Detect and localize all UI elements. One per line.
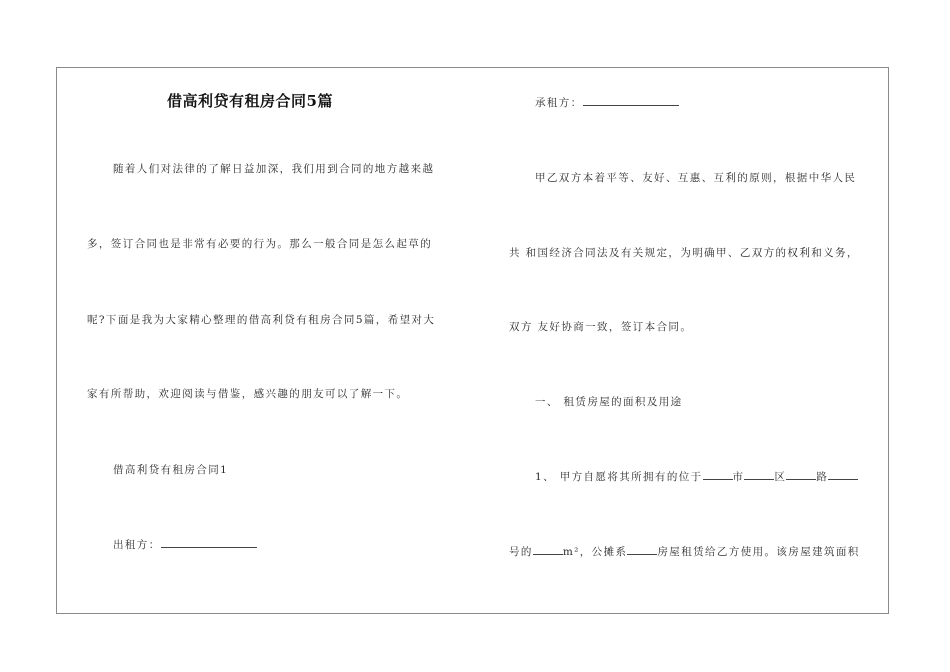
lessee-label: 承租方： <box>535 97 583 109</box>
number-blank <box>828 469 858 480</box>
document-page <box>56 67 889 614</box>
intro-line-2: 多，签订合同也是非常有必要的行为。那么一般合同是怎么起草的 <box>87 238 433 250</box>
clause-1-prefix: 1、 甲方自愿将其所拥有的位于 <box>535 471 703 483</box>
shared-blank <box>627 544 657 555</box>
intro-line-1: 随着人们对法律的了解日益加深，我们用到合同的地方越来越 <box>113 163 435 175</box>
preamble-line-1: 甲乙双方本着平等、友好、互惠、互利的原则，根据中华人民 <box>535 172 857 184</box>
city-label: 市 <box>732 471 745 483</box>
clause-1-line2-end: 房屋租赁给乙方使用。该房屋建筑面积 <box>657 546 860 558</box>
contract-heading: 借高利贷有租房合同1 <box>113 464 229 476</box>
preamble-line-2: 共 和国经济合同法及有关规定，为明确甲、乙双方的权利和义务， <box>509 247 859 259</box>
lessee-line <box>535 95 679 110</box>
district-blank <box>744 469 774 480</box>
lessee-blank <box>583 95 679 106</box>
district-label: 区 <box>774 471 787 483</box>
area-unit: m²，公摊系 <box>562 546 628 558</box>
clause-1-line-2 <box>509 544 860 559</box>
clause-1-line2-start: 号的 <box>509 546 533 558</box>
area-blank <box>533 544 563 555</box>
city-blank <box>703 469 733 480</box>
section-one-heading: 一、 租赁房屋的面积及用途 <box>535 396 683 408</box>
road-label: 路 <box>816 471 829 483</box>
lessor-label: 出租方： <box>113 539 161 551</box>
preamble-line-3: 双方 友好协商一致，签订本合同。 <box>509 321 693 333</box>
document-title: 借高利贷有租房合同5篇 <box>167 92 333 110</box>
intro-line-4: 家有所帮助，欢迎阅读与借鉴，感兴趣的朋友可以了解一下。 <box>87 388 409 400</box>
clause-1-line-1 <box>535 469 858 484</box>
road-blank <box>786 469 816 480</box>
lessor-blank <box>161 537 257 548</box>
intro-line-3: 呢?下面是我为大家精心整理的借高利贷有租房合同5篇，希望对大 <box>87 314 436 326</box>
lessor-line <box>113 537 257 552</box>
